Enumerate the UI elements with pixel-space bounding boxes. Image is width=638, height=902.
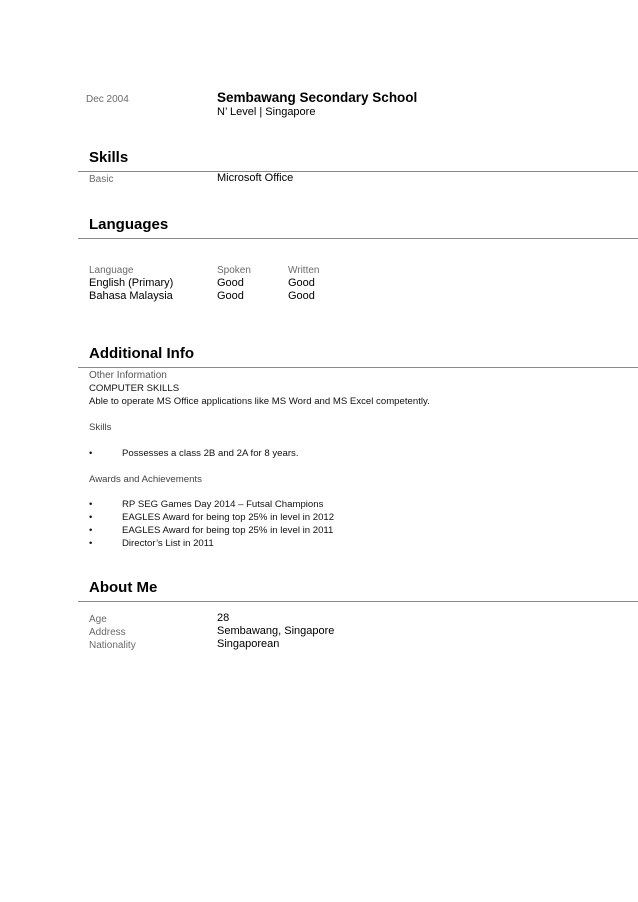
about-label-age: Age [89,614,107,625]
skills-value: Microsoft Office [217,172,294,184]
award-item: Director’s List in 2011 [122,538,214,549]
language-spoken: Good [217,277,244,289]
languages-col-spoken: Spoken [217,265,251,276]
awards-subtitle: Awards and Achievements [89,474,202,485]
about-label-nationality: Nationality [89,640,136,651]
language-name: Bahasa Malaysia [89,290,173,302]
about-me-divider [78,601,638,602]
skills-list-item: Possesses a class 2B and 2A for 8 years. [122,448,299,459]
languages-col-language: Language [89,265,134,276]
language-written: Good [288,290,315,302]
bullet-icon: • [89,525,93,536]
skills-subtitle: Skills [89,422,112,433]
skills-divider [78,171,638,172]
language-written: Good [288,277,315,289]
about-value-nationality: Singaporean [217,638,280,650]
award-item: EAGLES Award for being top 25% in level in 2012 [122,512,335,523]
additional-info-divider [78,367,638,368]
about-me-heading: About Me [89,579,158,596]
bullet-icon: • [89,538,93,549]
language-name: English (Primary) [89,277,174,289]
skills-heading: Skills [89,149,129,166]
bullet-icon: • [89,512,93,523]
languages-col-written: Written [288,265,320,276]
skills-level: Basic [89,174,114,185]
language-spoken: Good [217,290,244,302]
bullet-icon: • [89,448,93,459]
languages-heading: Languages [89,216,169,233]
computer-skills-title: COMPUTER SKILLS [89,383,180,394]
languages-divider [78,238,638,239]
about-value-age: 28 [217,612,230,624]
education-date: Dec 2004 [86,94,129,105]
education-detail: N’ Level | Singapore [217,106,316,118]
other-information-label: Other Information [89,370,167,381]
about-label-address: Address [89,627,126,638]
bullet-icon: • [89,499,93,510]
about-value-address: Sembawang, Singapore [217,625,335,637]
additional-info-heading: Additional Info [89,345,194,362]
computer-skills-text: Able to operate MS Office applications like MS Word and MS Excel competently. [89,396,430,407]
award-item: EAGLES Award for being top 25% in level in 2011 [122,525,334,536]
award-item: RP SEG Games Day 2014 – Futsal Champions [122,499,324,510]
school-name: Sembawang Secondary School [217,90,418,105]
